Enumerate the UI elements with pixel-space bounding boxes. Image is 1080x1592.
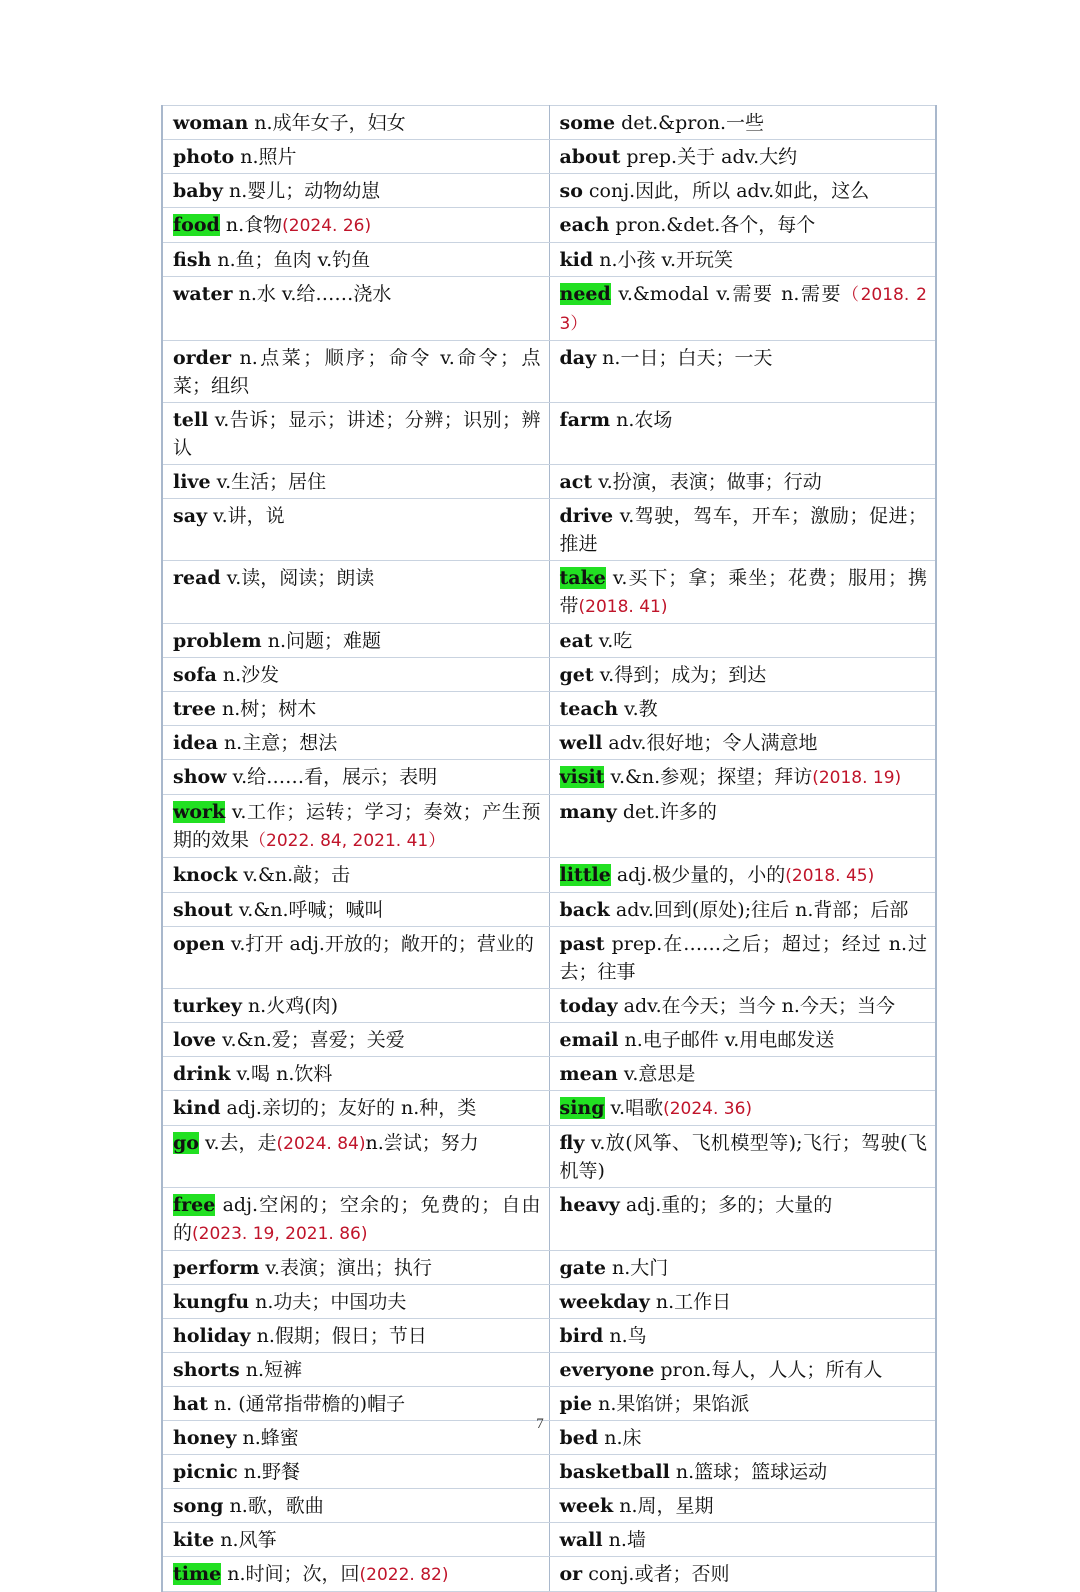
vocab-cell-left bbox=[162, 277, 549, 341]
headword: holiday bbox=[173, 1325, 251, 1347]
vocab-cell-left bbox=[162, 1188, 549, 1251]
vocab-cell-left bbox=[162, 1251, 549, 1285]
table-row bbox=[162, 1285, 936, 1319]
definition: adj.极少量的，小的 bbox=[610, 864, 786, 886]
exam-reference: （2022. 84, 2021. 41） bbox=[249, 831, 446, 851]
headword: baby bbox=[173, 180, 223, 202]
definition: n.篮球；篮球运动 bbox=[669, 1461, 828, 1483]
vocab-cell-right bbox=[549, 208, 936, 243]
vocab-cell-right bbox=[549, 403, 936, 465]
vocab-cell-right bbox=[549, 1557, 936, 1592]
exam-reference: (2022. 82) bbox=[359, 1565, 449, 1585]
definition: v.工作；运转；学习；奏效；产生预期的效果 bbox=[173, 801, 541, 851]
table-row bbox=[162, 927, 936, 989]
table-row bbox=[162, 726, 936, 760]
definition: n.工作日 bbox=[649, 1291, 732, 1313]
definition: adj.空闲的；空余的；免费的；自由的 bbox=[173, 1194, 541, 1244]
headword: show bbox=[173, 766, 227, 788]
headword: about bbox=[559, 146, 621, 168]
vocab-cell-right bbox=[549, 106, 936, 140]
definition: n.主意；想法 bbox=[217, 732, 338, 754]
headword: tell bbox=[173, 409, 209, 431]
vocab-cell-right bbox=[549, 1523, 936, 1557]
vocab-cell-left bbox=[162, 1126, 549, 1188]
headword: love bbox=[173, 1029, 217, 1051]
table-row bbox=[162, 1057, 936, 1091]
headword: everyone bbox=[559, 1359, 655, 1381]
vocab-cell-left bbox=[162, 499, 549, 561]
headword: hat bbox=[173, 1393, 208, 1415]
exam-reference: (2018. 19) bbox=[812, 768, 902, 788]
vocab-cell-left bbox=[162, 893, 549, 927]
headword: honey bbox=[173, 1427, 237, 1449]
headword: gate bbox=[559, 1257, 606, 1279]
vocab-cell-left bbox=[162, 1455, 549, 1489]
headword: drink bbox=[173, 1063, 231, 1085]
headword: fish bbox=[173, 249, 212, 271]
vocab-cell-right bbox=[549, 658, 936, 692]
definition: conj.因此，所以 adv.如此，这么 bbox=[582, 180, 870, 202]
table-row bbox=[162, 1353, 936, 1387]
definition: adj.亲切的；友好的 n.种，类 bbox=[220, 1097, 477, 1119]
definition: n.假期；假日；节日 bbox=[250, 1325, 427, 1347]
vocab-cell-left bbox=[162, 1091, 549, 1126]
exam-reference: (2018. 45) bbox=[785, 866, 875, 886]
table-row bbox=[162, 1126, 936, 1188]
definition: n.果馅饼；果馅派 bbox=[592, 1393, 750, 1415]
vocab-cell-right bbox=[549, 760, 936, 795]
headword: bird bbox=[559, 1325, 604, 1347]
table-row bbox=[162, 140, 936, 174]
vocab-cell-right bbox=[549, 858, 936, 893]
definition: prep.在……之后；超过；经过 n.过去；往事 bbox=[559, 933, 927, 983]
definition: n.床 bbox=[598, 1427, 642, 1449]
headword: get bbox=[559, 664, 594, 686]
table-row bbox=[162, 1523, 936, 1557]
vocab-cell-right bbox=[549, 1091, 936, 1126]
highlighted-headword: food bbox=[173, 214, 220, 236]
vocab-cell-right bbox=[549, 277, 936, 341]
vocab-cell-right bbox=[549, 692, 936, 726]
definition: v.教 bbox=[618, 698, 658, 720]
definition: det.&pron.一些 bbox=[615, 112, 765, 134]
headword: order bbox=[173, 347, 232, 369]
vocab-cell-left bbox=[162, 795, 549, 858]
definition: v.唱歌 bbox=[604, 1097, 664, 1119]
definition: n.沙发 bbox=[216, 664, 280, 686]
vocab-cell-left bbox=[162, 561, 549, 624]
vocab-cell-right bbox=[549, 1353, 936, 1387]
definition: v.得到；成为；到达 bbox=[593, 664, 767, 686]
headword: back bbox=[559, 899, 610, 921]
vocab-cell-right bbox=[549, 499, 936, 561]
vocab-cell-left bbox=[162, 208, 549, 243]
vocab-cell-right bbox=[549, 1023, 936, 1057]
table-row bbox=[162, 1251, 936, 1285]
vocab-cell-left bbox=[162, 1057, 549, 1091]
vocab-cell-right bbox=[549, 927, 936, 989]
table-row bbox=[162, 499, 936, 561]
table-row bbox=[162, 1557, 936, 1592]
vocab-cell-left bbox=[162, 106, 549, 140]
vocab-cell-right bbox=[549, 1057, 936, 1091]
headword: week bbox=[559, 1495, 614, 1517]
table-row bbox=[162, 277, 936, 341]
vocab-cell-right bbox=[549, 1489, 936, 1523]
exam-reference: （2018. 23） bbox=[559, 285, 928, 334]
headword: teach bbox=[559, 698, 619, 720]
vocab-cell-right bbox=[549, 1455, 936, 1489]
definition: n.鱼；鱼肉 v.钓鱼 bbox=[211, 249, 371, 271]
highlighted-headword: visit bbox=[559, 766, 605, 788]
vocab-cell-right bbox=[549, 140, 936, 174]
highlighted-headword: little bbox=[559, 864, 611, 886]
definition: n.墙 bbox=[602, 1529, 646, 1551]
definition: v.生活；居住 bbox=[210, 471, 327, 493]
headword: idea bbox=[173, 732, 218, 754]
headword: kind bbox=[173, 1097, 221, 1119]
highlighted-headword: sing bbox=[559, 1097, 605, 1119]
definition: n.功夫；中国功夫 bbox=[249, 1291, 407, 1313]
vocab-cell-left bbox=[162, 1489, 549, 1523]
vocab-cell-left bbox=[162, 858, 549, 893]
definition: adv.回到(原处);往后 n.背部；后部 bbox=[609, 899, 909, 921]
exam-reference: (2023. 19, 2021. 86) bbox=[192, 1224, 368, 1244]
vocab-cell-right bbox=[549, 243, 936, 277]
definition: v.扮演，表演；做事；行动 bbox=[592, 471, 822, 493]
table-row bbox=[162, 989, 936, 1023]
headword: bed bbox=[559, 1427, 599, 1449]
vocab-cell-left bbox=[162, 1319, 549, 1353]
vocab-cell-left bbox=[162, 1023, 549, 1057]
highlighted-headword: need bbox=[559, 283, 611, 305]
headword: basketball bbox=[559, 1461, 670, 1483]
headword: pie bbox=[559, 1393, 593, 1415]
vocabulary-table-body bbox=[162, 106, 936, 1592]
definition: v.去，走 bbox=[198, 1132, 277, 1154]
definition: n.一日；白天；一天 bbox=[596, 347, 773, 369]
definition: n. (通常指带檐的)帽子 bbox=[207, 1393, 406, 1415]
definition: adv.很好地；令人满意地 bbox=[602, 732, 818, 754]
headword: kite bbox=[173, 1529, 215, 1551]
vocab-cell-left bbox=[162, 692, 549, 726]
highlighted-headword: time bbox=[173, 1563, 222, 1585]
headword: kungfu bbox=[173, 1291, 250, 1313]
headword: weekday bbox=[559, 1291, 650, 1313]
exam-reference: (2018. 41) bbox=[578, 597, 668, 617]
table-row bbox=[162, 1455, 936, 1489]
table-row bbox=[162, 208, 936, 243]
headword: say bbox=[173, 505, 208, 527]
table-row bbox=[162, 795, 936, 858]
table-row bbox=[162, 243, 936, 277]
headword: live bbox=[173, 471, 211, 493]
vocab-cell-left bbox=[162, 989, 549, 1023]
headword: tree bbox=[173, 698, 216, 720]
table-row bbox=[162, 403, 936, 465]
vocab-cell-right bbox=[549, 465, 936, 499]
vocab-cell-left bbox=[162, 1353, 549, 1387]
table-row bbox=[162, 624, 936, 658]
vocab-cell-right bbox=[549, 726, 936, 760]
table-row bbox=[162, 174, 936, 208]
vocab-cell-right bbox=[549, 341, 936, 403]
headword: some bbox=[559, 112, 616, 134]
table-row bbox=[162, 1319, 936, 1353]
highlighted-headword: go bbox=[173, 1132, 199, 1154]
definition: prep.关于 adv.大约 bbox=[620, 146, 798, 168]
definition: n.点菜；顺序；命令 v.命令；点菜；组织 bbox=[173, 347, 541, 397]
table-row bbox=[162, 465, 936, 499]
vocab-cell-right bbox=[549, 1285, 936, 1319]
definition: v.&n.参观；探望；拜访 bbox=[604, 766, 813, 788]
vocab-cell-left bbox=[162, 658, 549, 692]
table-row bbox=[162, 341, 936, 403]
vocab-cell-left bbox=[162, 1557, 549, 1592]
definition: v.意思是 bbox=[617, 1063, 696, 1085]
headword: wall bbox=[559, 1529, 603, 1551]
definition: n.短裤 bbox=[239, 1359, 302, 1381]
definition: n.电子邮件 v.用电邮发送 bbox=[618, 1029, 835, 1051]
headword: woman bbox=[173, 112, 249, 134]
definition: v.&modal v.需要 n.需要 bbox=[610, 283, 843, 305]
definition: n.婴儿；动物幼崽 bbox=[222, 180, 381, 202]
vocab-cell-left bbox=[162, 726, 549, 760]
definition: v.吃 bbox=[592, 630, 633, 652]
table-row bbox=[162, 106, 936, 140]
headword: heavy bbox=[559, 1194, 620, 1216]
definition: v.&n.呼喊；喊叫 bbox=[232, 899, 384, 921]
vocab-cell-left bbox=[162, 624, 549, 658]
headword: sofa bbox=[173, 664, 217, 686]
vocab-cell-right bbox=[549, 1126, 936, 1188]
definition: v.讲，说 bbox=[207, 505, 285, 527]
table-row bbox=[162, 1023, 936, 1057]
definition: v.买下；拿；乘坐；花费；服用；携带 bbox=[559, 567, 927, 617]
vocab-cell-left bbox=[162, 1285, 549, 1319]
vocab-cell-left bbox=[162, 1523, 549, 1557]
headword: drive bbox=[559, 505, 614, 527]
headword: kid bbox=[559, 249, 594, 271]
definition: v.喝 n.饮料 bbox=[230, 1063, 333, 1085]
definition: n.风筝 bbox=[214, 1529, 277, 1551]
vocab-cell-right bbox=[549, 795, 936, 858]
headword: shorts bbox=[173, 1359, 240, 1381]
definition: v.放(风筝、飞机模型等);飞行；驾驶(飞机等) bbox=[559, 1132, 927, 1182]
definition: n.问题；难题 bbox=[261, 630, 381, 652]
headword: problem bbox=[173, 630, 262, 652]
vocabulary-table bbox=[161, 105, 937, 1592]
definition: n.照片 bbox=[234, 146, 297, 168]
headword: mean bbox=[559, 1063, 618, 1085]
definition: n.大门 bbox=[605, 1257, 669, 1279]
headword: or bbox=[559, 1563, 583, 1585]
headword: turkey bbox=[173, 995, 242, 1017]
vocab-cell-right bbox=[549, 1319, 936, 1353]
headword: perform bbox=[173, 1257, 260, 1279]
headword: well bbox=[559, 732, 603, 754]
vocab-cell-right bbox=[549, 1188, 936, 1251]
definition: pron.&det.各个，每个 bbox=[609, 214, 816, 236]
definition: n.野餐 bbox=[237, 1461, 301, 1483]
definition: n.农场 bbox=[610, 409, 673, 431]
definition: n.歌，歌曲 bbox=[223, 1495, 324, 1517]
definition: v.表演；演出；执行 bbox=[259, 1257, 432, 1279]
headword: many bbox=[559, 801, 617, 823]
headword: water bbox=[173, 283, 233, 305]
definition-continued: n.尝试；努力 bbox=[365, 1132, 479, 1154]
headword: eat bbox=[559, 630, 593, 652]
headword: today bbox=[559, 995, 618, 1017]
vocab-cell-left bbox=[162, 243, 549, 277]
page-number: 7 bbox=[536, 1416, 544, 1432]
table-row bbox=[162, 658, 936, 692]
vocab-cell-left bbox=[162, 174, 549, 208]
vocab-cell-right bbox=[549, 624, 936, 658]
definition: v.告诉；显示；讲述；分辨；识别；辨认 bbox=[173, 409, 541, 459]
headword: open bbox=[173, 933, 225, 955]
definition: v.读，阅读；朗读 bbox=[220, 567, 375, 589]
headword: knock bbox=[173, 864, 238, 886]
vocab-cell-right bbox=[549, 893, 936, 927]
vocab-cell-right bbox=[549, 1251, 936, 1285]
vocab-cell-left bbox=[162, 403, 549, 465]
table-row bbox=[162, 1091, 936, 1126]
definition: n.火鸡(肉) bbox=[241, 995, 339, 1017]
definition: v.驾驶，驾车，开车；激励；促进；推进 bbox=[559, 505, 927, 555]
definition: adv.在今天；当今 n.今天；当今 bbox=[617, 995, 895, 1017]
definition: v.给……看，展示；表明 bbox=[226, 766, 438, 788]
vocab-cell-right bbox=[549, 174, 936, 208]
vocab-cell-right bbox=[549, 989, 936, 1023]
headword: song bbox=[173, 1495, 224, 1517]
definition: n.小孩 v.开玩笑 bbox=[593, 249, 734, 271]
headword: photo bbox=[173, 146, 235, 168]
definition: v.&n.爱；喜爱；关爱 bbox=[216, 1029, 405, 1051]
table-row bbox=[162, 692, 936, 726]
headword: each bbox=[559, 214, 610, 236]
exam-reference: (2024. 26) bbox=[282, 216, 372, 236]
definition: v.打开 adj.开放的；敞开的；营业的 bbox=[224, 933, 534, 955]
definition: n.周，星期 bbox=[613, 1495, 714, 1517]
vocab-cell-left bbox=[162, 465, 549, 499]
headword: past bbox=[559, 933, 605, 955]
definition: conj.或者；否则 bbox=[582, 1563, 730, 1585]
vocab-cell-left bbox=[162, 760, 549, 795]
highlighted-headword: take bbox=[559, 567, 606, 589]
definition: n.树；树木 bbox=[215, 698, 317, 720]
definition: n.成年女子，妇女 bbox=[248, 112, 406, 134]
vocab-cell-left bbox=[162, 927, 549, 989]
headword: shout bbox=[173, 899, 233, 921]
definition: n.蜂蜜 bbox=[236, 1427, 299, 1449]
vocab-cell-left bbox=[162, 341, 549, 403]
headword: email bbox=[559, 1029, 619, 1051]
headword: read bbox=[173, 567, 221, 589]
exam-reference: (2024. 36) bbox=[663, 1099, 753, 1119]
definition: pron.每人，人人；所有人 bbox=[654, 1359, 883, 1381]
vocab-cell-left bbox=[162, 140, 549, 174]
headword: act bbox=[559, 471, 593, 493]
table-row bbox=[162, 1188, 936, 1251]
definition: v.&n.敲；击 bbox=[237, 864, 351, 886]
headword: farm bbox=[559, 409, 611, 431]
definition: n.鸟 bbox=[603, 1325, 647, 1347]
headword: so bbox=[559, 180, 583, 202]
headword: fly bbox=[559, 1132, 585, 1154]
table-row bbox=[162, 561, 936, 624]
headword: day bbox=[559, 347, 597, 369]
definition: det.许多的 bbox=[616, 801, 717, 823]
definition: n.时间；次，回 bbox=[221, 1563, 360, 1585]
table-row bbox=[162, 1489, 936, 1523]
definition: adj.重的；多的；大量的 bbox=[619, 1194, 833, 1216]
definition: n.水 v.给……浇水 bbox=[232, 283, 392, 305]
headword: picnic bbox=[173, 1461, 238, 1483]
exam-reference: (2024. 84) bbox=[276, 1134, 366, 1154]
highlighted-headword: free bbox=[173, 1194, 216, 1216]
definition: n.食物 bbox=[219, 214, 283, 236]
vocab-cell-right bbox=[549, 561, 936, 624]
table-row bbox=[162, 760, 936, 795]
highlighted-headword: work bbox=[173, 801, 226, 823]
table-row bbox=[162, 893, 936, 927]
table-row bbox=[162, 858, 936, 893]
